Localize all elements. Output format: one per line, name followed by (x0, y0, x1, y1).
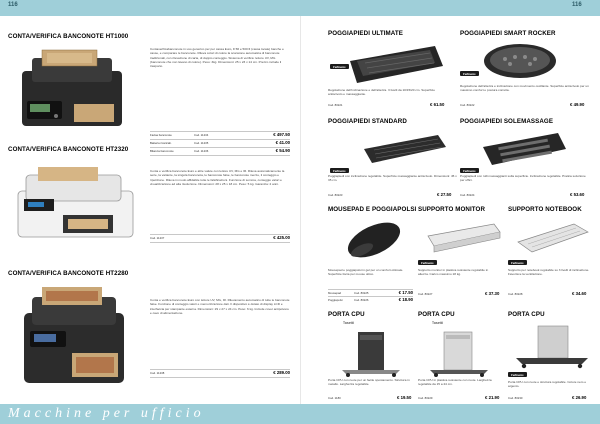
product-title-poggiapiedi-smart-rocker: POGGIAPIEDI SMART ROCKER (460, 30, 556, 37)
price-row (150, 236, 290, 241)
row-price: € 425.00 (273, 235, 290, 240)
bottom-footer-bar (0, 404, 600, 424)
row-name: Mousepad (328, 291, 342, 295)
product-title-porta-cpu: PORTA CPU (508, 311, 545, 318)
row-code: Cod. 11236 (194, 149, 209, 153)
product-code: Cod. 80223 (328, 193, 343, 197)
product-price: € 61.50 (430, 102, 445, 107)
divider (150, 131, 290, 132)
product-price: € 27.50 (437, 192, 452, 197)
product-description: Mousepad e poggiapolsi in gel per un comfort ottimale. Superficie liscia per mouse ottico. (328, 268, 404, 277)
divider (150, 147, 290, 148)
footrest-ultimate-image (345, 41, 445, 86)
row-name: Batteria ricaricab. (150, 141, 172, 145)
fellowes-logo: Fellowes (508, 372, 527, 377)
divider (150, 139, 290, 140)
product-title-supporto-notebook: SUPPORTO NOTEBOOK (508, 206, 582, 213)
product-code: Cod. 80227 (418, 292, 433, 296)
product-description: Poggiapiedi con inclinazione regolabile. Superficie massaggiante antiscivolo. Dimensioni: 45 x 35 cm. (328, 174, 457, 183)
banknote-counter-ht1000-image (12, 46, 132, 131)
product-title-ht2320: CONTA/VERIFICA BANCONOTE HT2320 (8, 146, 129, 153)
footer-title: Macchine per ufficio (8, 406, 205, 421)
fellowes-logo: Fellowes (330, 64, 349, 69)
row-price: € 54.90 (275, 148, 290, 153)
product-code: Cod. 80224 (460, 193, 475, 197)
row-code: Cod. 11234 (194, 133, 209, 137)
product-description: Poggiapiedi con rulli massaggianti sulla superficie. Inclinazione regolabile. Pratica soluzione per uffici. (460, 174, 586, 183)
row-code: Cod. 11235 (194, 141, 209, 145)
product-description: Supporto monitor in plastica resistente regolabile in altezza. Carico massimo 18 kg. (418, 268, 489, 277)
product-description-ht2280: Conta e verifica banconote Euro con lettore UV, MG, IR. Rilevamento automatico di tutte le banconote false. Funzione di conteggio valori e memorizzazione dati. Il dispositivo è dotato di display LCD e interfaccia per stampante esterna. Dimensioni: 29 x 27 x 24 cm. Peso: 6 kg. Include cover antipolvere e cavo di alimentazione. (150, 298, 290, 315)
product-price: € 26.90 (572, 395, 587, 400)
product-description: Porta CPU in plastica resistente con ruote. Larghezza regolabile da 15 a 24 cm. (418, 378, 492, 387)
row-price: € 41.00 (275, 140, 290, 145)
footrest-standard-image (360, 127, 450, 167)
fellowes-logo: Fellowes (508, 260, 527, 265)
notebook-stand-image (514, 218, 592, 256)
product-price: € 37.30 (485, 291, 500, 296)
row-code: Cod. 80225 (354, 291, 369, 295)
footrest-solemassage-image (478, 127, 568, 169)
fellowes-logo: Fellowes (460, 71, 479, 76)
row-name: Bilancia banconote (150, 149, 174, 153)
product-price: € 19.50 (397, 395, 412, 400)
product-title-poggiapiedi-standard: POGGIAPIEDI STANDARD (328, 118, 407, 125)
product-title-poggiapiedi-solemassage: POGGIAPIEDI SOLEMASSAGE (460, 118, 554, 125)
tosetti-logo: Tosetti (343, 321, 354, 325)
price-row (150, 371, 290, 376)
product-code: Cod. 80221 (328, 103, 343, 107)
product-title-porta-cpu: PORTA CPU (418, 311, 455, 318)
row-code: Cod. 11237 (150, 236, 165, 240)
product-price: € 49.90 (570, 102, 585, 107)
fellowes-logo: Fellowes (330, 168, 349, 173)
cpu-holder-image (424, 328, 494, 378)
product-code: Cod. 1180 (328, 396, 341, 400)
row-price: € 18.90 (398, 297, 413, 302)
product-price: € 53.60 (570, 192, 585, 197)
tosetti-logo: Tosetti (432, 321, 443, 325)
divider (150, 234, 290, 235)
product-title-ht2280: CONTA/VERIFICA BANCONOTE HT2280 (8, 270, 129, 277)
product-title-supporto-monitor: SUPPORTO MONITOR (418, 206, 486, 213)
product-description: Regolazione dell'inclinazione e dell'altezza. 3 livelli da 10/15/20 cm. Superficie antiscivolo e massaggiante. (328, 88, 435, 97)
product-title-mousepad: MOUSEPAD E POGGIAPOLSI (328, 206, 417, 213)
banknote-counter-ht2320-image (8, 163, 143, 243)
monitor-stand-image (424, 218, 504, 258)
price-row (150, 141, 290, 146)
product-code: Cod. 80222 (460, 103, 475, 107)
page-number-left: 116 (8, 2, 18, 8)
banknote-counter-ht2280-image (14, 283, 134, 391)
row-price: € 497.50 (273, 132, 290, 137)
product-title-poggiapiedi-ultimate: POGGIAPIEDI ULTIMATE (328, 30, 403, 37)
product-code: Cod. 80229 (418, 396, 433, 400)
footrest-smart-rocker-image (480, 39, 560, 83)
top-header-bar (0, 0, 600, 16)
product-price: € 21.90 (485, 395, 500, 400)
row-price: € 289.00 (273, 370, 290, 375)
product-code: Cod. 80228 (508, 292, 523, 296)
product-description: Porta CPU con ruote e struttura regolabile. Colore nero e argento. (508, 380, 587, 389)
page-number-right: 116 (572, 2, 582, 8)
cpu-holder-image (512, 322, 592, 370)
fellowes-logo: Fellowes (418, 260, 437, 265)
divider (150, 242, 290, 243)
cpu-holder-image (336, 328, 406, 378)
price-row (328, 298, 413, 303)
product-description: Regolazione dell'altezza e inclinazione con movimento oscillante. Superficie antiscivolo per un massimo comfort e postura corretta. (460, 84, 589, 93)
product-description: Porta CPU con ruote per un facile spostamento. Struttura in metallo. Larghezza regolabile. (328, 378, 410, 387)
divider (150, 369, 290, 370)
product-description-ht1000: Contaverificabanconote in uso generico per per cassa Euro, € 5€ e 500 € (cassa locale) banche e casse, e comparare le banconote. Rileva colori di colore la scansione automatica di banconote tradizionali, con rilevazione di carta, di doppio conteggio. Sistema di verifica: lettore UV, MG (banconote che non lavano di colore). Peso: 3kg. Dimensioni: 25 x 23 x 14 cm. Prezzo include il trasporto. (150, 47, 284, 69)
row-price: € 17.50 (398, 290, 413, 295)
row-name: Poggiapolsi (328, 298, 343, 302)
row-code: Cod. 11238 (150, 371, 165, 375)
divider (150, 377, 290, 378)
product-title-porta-cpu: PORTA CPU (328, 311, 365, 318)
price-row (150, 133, 290, 138)
product-code: Cod. 80230 (508, 396, 523, 400)
mousepad-image (338, 216, 408, 264)
row-code: Cod. 80226 (354, 298, 369, 302)
product-description-ht2320: Conta e verifica banconote Euro e altre valute con lettore UV, MG e IR. Rileva automaticamente la serie, la variante, la singola banconota, le banconote false, le banconote mezze, il conteggio e ripetizione. Rileva in modo affidabile tutte le falsificazioni. Funzione di somma, conteggio valori e visualizzazione ad alta risoluzione. Dimensioni: 28 x 25 x 18 cm. Peso: 5 kg. Garanzia: 2 anni. (150, 169, 285, 186)
product-title-ht1000: CONTA/VERIFICA BANCONOTE HT1000 (8, 33, 129, 40)
price-row (150, 149, 290, 154)
divider (150, 155, 290, 156)
fellowes-logo: Fellowes (460, 168, 479, 173)
page-fold (300, 16, 301, 404)
row-name: Fadoa banconote (150, 133, 172, 137)
product-price: € 34.60 (572, 291, 587, 296)
product-description: Supporto per notebook regolabile su 3 livelli di inclinazione. Favorisce la ventilazione. (508, 268, 590, 277)
